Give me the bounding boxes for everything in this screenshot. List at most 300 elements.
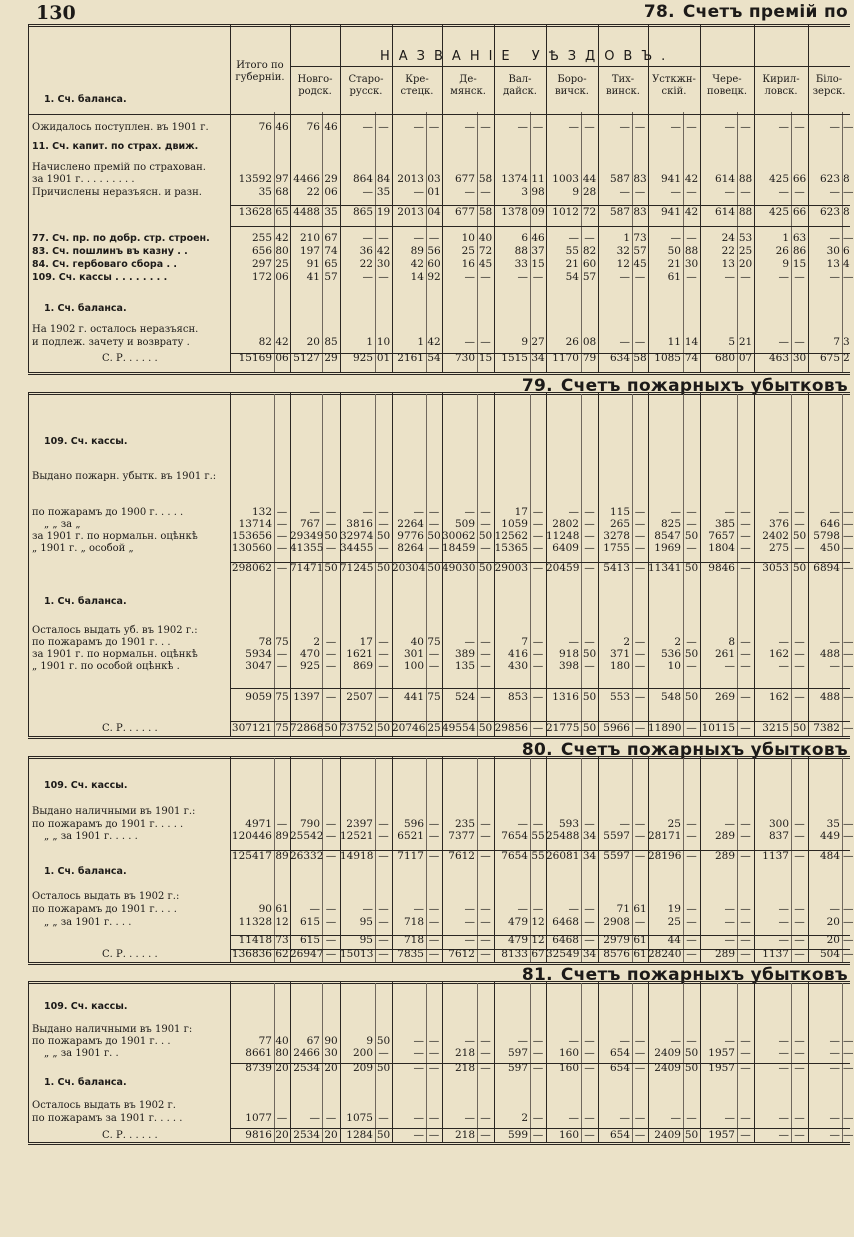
rouble-value: 593 [558,818,579,830]
kopeck-value: — [532,691,544,703]
kopeck-value: — [325,818,337,830]
kopeck-value: — [325,903,337,915]
kopeck-value: — [686,948,697,960]
kopeck-value: 50 [376,562,391,574]
rouble-value: — [362,271,373,283]
rouble-value: 40 [410,636,424,648]
rouble-value: 2 [623,636,630,648]
row-label: На 1902 г. осталось неразъясн. [32,324,199,335]
kopeck-value: 75 [275,722,289,734]
rouble-value: — [413,186,424,198]
rouble-value: 11341 [648,562,682,574]
rouble-value: 8661 [245,1047,272,1059]
kopeck-value: — [532,818,544,830]
kopeck-value: — [843,648,854,660]
rouble-value: 925 [299,660,320,672]
kopeck-value: — [584,121,595,133]
kopeck-value: — [532,660,544,672]
kopeck-value: 50 [324,562,338,574]
kopeck-value: — [480,1129,491,1141]
rouble-value: 1969 [654,542,681,554]
rouble-value: — [413,506,424,518]
kopeck-value: — [686,121,697,133]
kopeck-value: — [794,1035,805,1047]
kopeck-value: 61 [633,948,647,960]
kopeck-value: — [428,1062,440,1074]
kopeck-value: — [480,1062,491,1074]
kopeck-value: — [480,818,491,830]
kopeck-value: 66 [792,173,807,185]
rouble-value: — [413,1047,424,1059]
rouble-value: — [778,660,789,672]
kopeck-value: — [584,934,595,946]
rouble-value: 5597 [603,830,630,842]
rouble-value: 596 [403,818,424,830]
kopeck-value: — [480,1035,491,1047]
rouble-value: 1085 [654,352,681,364]
kopeck-value: — [276,518,288,530]
rouble-value: 265 [609,518,630,530]
kopeck-value: — [634,336,646,348]
rouble-value: 599 [507,1129,528,1141]
rouble-value: 13714 [238,518,272,530]
kopeck-value: 90 [324,1035,338,1047]
rouble-value: — [464,934,475,946]
kopeck-value: — [794,636,805,648]
rouble-value: — [724,1035,735,1047]
kopeck-value: — [843,1035,854,1047]
rouble-value: — [619,186,630,198]
rouble-value: 76 [258,121,272,133]
rouble-value: 654 [609,1062,630,1074]
rouble-value: — [464,1112,475,1124]
kopeck-value: 58 [633,352,647,364]
kopeck-value: 74 [324,245,338,257]
kopeck-value: 27 [531,336,545,348]
rouble-value: 597 [507,1062,528,1074]
header-bottom-rule [28,114,850,115]
rouble-value: 470 [299,648,320,660]
kopeck-value: 88 [738,173,753,185]
rouble-value: 33 [514,258,528,270]
rouble-value: 20 [826,934,840,946]
rouble-value: 73752 [340,722,374,734]
kopeck-value: — [686,1035,697,1047]
kopeck-value: — [843,948,854,960]
rouble-value: 7612 [448,850,475,862]
kopeck-value: — [740,636,751,648]
rouble-value: 8547 [654,530,681,542]
kopeck-value: — [584,903,595,915]
rouble-value: 677 [454,206,475,218]
kopeck-value: — [686,542,697,554]
kopeck-value: — [584,562,595,574]
kopeck-value: — [428,850,440,862]
kopeck-value: — [686,916,697,928]
kopeck-value: — [276,648,288,660]
rouble-value: 2 [521,1112,528,1124]
section-number: 79. [521,376,553,396]
kopeck-value: — [584,542,595,554]
kopeck-value: — [843,186,854,198]
kopeck-value: 15 [531,258,545,270]
row-label: 1. Сч. баланса. [44,94,127,105]
kopeck-value: — [480,1112,491,1124]
rouble-value: — [829,121,840,133]
kopeck-value: 50 [427,562,441,574]
rouble-value: 100 [403,660,424,672]
kopeck-value: — [740,530,751,542]
section-number: 78. [643,2,675,22]
kopeck-value: — [843,518,854,530]
rouble-value: 2 [313,636,320,648]
kopeck-value: — [480,271,491,283]
rouble-value: 536 [660,648,681,660]
rouble-value: 2534 [293,1062,320,1074]
row-label: по пожарамъ до 1901 г. . . . . [32,819,184,830]
kopeck-value: 07 [738,352,753,364]
rouble-value: 22 [721,245,735,257]
rouble-value: 34455 [340,542,374,554]
rouble-value: 22 [359,258,373,270]
kopeck-value: — [378,948,389,960]
rouble-value: — [413,1112,424,1124]
kopeck-value: — [794,850,805,862]
row-label: и подлеж. зачету и возврату . [32,337,190,348]
rouble-value: — [568,506,579,518]
rouble-value: 125417 [231,850,272,862]
row-label: 109. Сч. кассы. [44,436,128,447]
rouble-value: 25542 [290,830,324,842]
kopeck-value: 65 [324,258,338,270]
kopeck-value: — [740,903,751,915]
rouble-value: 8133 [501,948,528,960]
rouble-value: 197 [299,245,320,257]
kopeck-value: 50 [582,691,597,703]
rouble-value: — [464,1035,475,1047]
kopeck-value: — [794,648,805,660]
column-header-bel: Біло-зерск. [812,74,846,97]
kopeck-value: 50 [684,691,699,703]
rouble-value: 11248 [546,530,580,542]
kopeck-value: 42 [275,336,289,348]
rouble-value: 2013 [397,206,424,218]
kopeck-value: 60 [582,258,597,270]
rouble-value: 77 [258,1035,272,1047]
rouble-value: 14918 [340,850,374,862]
rouble-value: 524 [454,691,475,703]
rouble-value: 22 [306,186,320,198]
rouble-value: 235 [454,818,475,830]
kopeck-value: 12 [531,916,545,928]
kopeck-value: — [843,506,854,518]
kopeck-value: — [740,1062,751,1074]
kopeck-value: — [378,121,389,133]
rouble-value: 17 [359,636,373,648]
rouble-value: 441 [403,691,424,703]
rouble-value: 82 [258,336,272,348]
kopeck-value: — [843,691,854,703]
rouble-value: — [778,506,789,518]
rouble-value: — [309,1112,320,1124]
kopeck-value: — [428,1047,440,1059]
rouble-value: — [778,1047,789,1059]
rouble-value: 36 [359,245,373,257]
kopeck-value: — [584,506,595,518]
kopeck-value: — [634,506,646,518]
kopeck-value: — [325,850,337,862]
kopeck-value: 72 [478,245,493,257]
rouble-value: 50 [667,245,681,257]
rouble-value: 115 [609,506,630,518]
kopeck-value: 12 [275,916,289,928]
kopeck-value: 57 [633,245,647,257]
rouble-value: — [778,934,789,946]
rouble-value: 1374 [501,173,528,185]
rouble-value: — [517,818,528,830]
rouble-value: 1755 [603,542,630,554]
rouble-value: 72868 [290,722,324,734]
rouble-value: 5966 [603,722,630,734]
rouble-value: — [568,636,579,648]
kopeck-value: — [794,916,805,928]
kopeck-value: — [843,850,854,862]
rouble-value: 15169 [238,352,272,364]
kopeck-value: — [428,121,440,133]
rouble-value: 28171 [648,830,682,842]
rouble-value: — [829,506,840,518]
rouble-value: 9059 [245,691,272,703]
kopeck-value: — [480,1047,491,1059]
kopeck-value: 50 [376,530,391,542]
kopeck-value: — [740,506,751,518]
kopeck-value: 50 [792,530,807,542]
rouble-value: 29003 [494,562,528,574]
rouble-value: 2 [674,636,681,648]
kopeck-value: 83 [633,206,647,218]
kopeck-value: — [843,1047,854,1059]
rouble-value: 1059 [501,518,528,530]
kopeck-value: — [532,518,544,530]
rouble-value: 9 [572,186,579,198]
rouble-value: — [778,1035,789,1047]
column-header-novg: Новго-родск. [297,74,333,97]
kopeck-value: 50 [427,530,441,542]
rouble-value: 615 [299,934,320,946]
kopeck-value: — [584,530,595,542]
kopeck-value: — [686,818,697,830]
rouble-value: 44 [667,934,681,946]
kopeck-value: 50 [582,722,597,734]
kopeck-value: — [428,232,440,244]
kopeck-value: 3 [843,336,850,348]
rouble-value: 767 [299,518,320,530]
rouble-value: 488 [819,648,840,660]
rouble-value: 634 [609,352,630,364]
kopeck-value: 50 [684,648,699,660]
section-number: 80. [521,740,553,760]
kopeck-value: 72 [582,206,597,218]
kopeck-value: 40 [275,1035,289,1047]
rouble-value: 21775 [546,722,580,734]
rouble-value: 218 [454,1047,475,1059]
kopeck-value: — [634,916,646,928]
kopeck-value: 50 [376,722,391,734]
kopeck-value: — [378,830,389,842]
kopeck-value: 42 [427,336,441,348]
rouble-value: 7657 [708,530,735,542]
rouble-value: 654 [609,1129,630,1141]
rouble-value: 1137 [762,948,789,960]
column-header-bor: Боро-вичск. [555,74,589,97]
kopeck-value: — [740,648,751,660]
kopeck-value: — [480,850,491,862]
kopeck-value: 12 [531,934,545,946]
rouble-value: 2402 [762,530,789,542]
rouble-value: — [517,903,528,915]
rouble-value: 553 [609,691,630,703]
rouble-value: 12 [616,258,630,270]
kopeck-value: — [480,934,491,946]
rouble-value: 130560 [231,542,272,554]
row-label: Ожидалось поступлен. въ 1901 г. [32,122,209,133]
rouble-value: 7382 [813,722,840,734]
kopeck-value: 29 [324,173,338,185]
kopeck-value: 15 [792,258,807,270]
kopeck-value: 73 [633,232,647,244]
kopeck-value: — [686,903,697,915]
rouble-value: 416 [507,648,528,660]
kopeck-value: — [740,1035,751,1047]
kopeck-value: 62 [275,948,289,960]
kopeck-value: — [378,691,389,703]
section-bottom-rule [28,736,850,739]
kopeck-value: — [634,818,646,830]
rouble-value: 6894 [813,562,840,574]
rouble-value: 853 [507,691,528,703]
column-header-kir: Кирил-ловск. [762,74,800,97]
rouble-value: 11890 [648,722,682,734]
kopeck-value: 86 [792,245,807,257]
rouble-value: — [464,636,475,648]
rouble-value: — [724,186,735,198]
kopeck-value: 75 [427,636,441,648]
rouble-value: 1 [417,336,424,348]
rouble-value: 9 [521,336,528,348]
kopeck-value: — [740,934,751,946]
rouble-value: 1804 [708,542,735,554]
rouble-value: 9 [782,258,789,270]
rouble-value: 120446 [231,830,272,842]
kopeck-value: — [686,518,697,530]
rouble-value: — [778,186,789,198]
kopeck-value: — [740,850,751,862]
kopeck-value: — [276,542,288,554]
kopeck-value: — [740,818,751,830]
rouble-value: 5798 [813,530,840,542]
rouble-value: — [619,121,630,133]
kopeck-value: — [325,691,337,703]
rouble-value: — [778,121,789,133]
row-label: Выдано наличными въ 1901 г: [32,1024,193,1035]
rouble-value: 15013 [340,948,374,960]
rouble-value: 2409 [654,1047,681,1059]
rouble-value: 71 [616,903,630,915]
row-label: Начислено премій по страхован. [32,162,206,173]
rouble-value: 2397 [346,818,373,830]
row-label: 1. Сч. баланса. [44,596,127,607]
kopeck-value: — [843,903,854,915]
rouble-value: — [413,1129,424,1141]
rouble-value: 95 [359,934,373,946]
kopeck-value: — [843,916,854,928]
rouble-value: — [778,1112,789,1124]
rouble-value: 307121 [231,722,272,734]
rouble-value: 162 [768,648,789,660]
rouble-value: 153656 [231,530,272,542]
rouble-value: 21 [667,258,681,270]
row-label: „ „ за 1901 г. . . . . [44,831,138,842]
row-label: по пожарамъ за 1901 г. . . . . [32,1113,183,1124]
rouble-value: 918 [558,648,579,660]
rouble-value: 41 [306,271,320,283]
rouble-value: 28240 [648,948,682,960]
kopeck-value: — [634,562,646,574]
kopeck-value: — [794,121,805,133]
kopeck-value: 54 [427,352,441,364]
rouble-value: 20459 [546,562,580,574]
section-bottom-rule [28,372,850,375]
kopeck-value: — [843,271,854,283]
rouble-value: 54 [565,271,579,283]
rouble-value: — [517,1035,528,1047]
kopeck-value: 55 [531,850,545,862]
kopeck-value: — [686,186,697,198]
rouble-value: 449 [819,830,840,842]
row-label: „ „ за 1901 г. . . . [44,917,132,928]
kopeck-value: 67 [324,232,338,244]
kopeck-value: — [584,636,595,648]
row-label: за 1901 г. . . . . . . . . [32,174,135,185]
kopeck-value: 89 [275,830,289,842]
kopeck-value: 50 [324,530,338,542]
kopeck-value: 34 [582,850,597,862]
kopeck-value: 56 [427,245,441,257]
kopeck-value: 6 [843,245,850,257]
rouble-value: 1 [623,232,630,244]
kopeck-value: — [794,660,805,672]
rouble-value: — [517,271,528,283]
rouble-value: 289 [714,948,735,960]
kopeck-value: — [428,948,440,960]
rouble-value: — [413,903,424,915]
kopeck-value: — [794,506,805,518]
kopeck-value: 44 [582,173,597,185]
kopeck-value: 50 [478,562,493,574]
kopeck-value: — [794,948,805,960]
section-title-text: Счетъ пожарныхъ убытковъ [560,965,848,985]
section-title-text: Счетъ премій по [682,2,848,22]
kopeck-value: — [532,1129,544,1141]
kopeck-value: — [532,903,544,915]
rouble-value: 925 [352,352,373,364]
rouble-value: 718 [403,934,424,946]
rouble-value: 7654 [501,830,528,842]
rouble-value: 10115 [701,722,735,734]
rouble-value: 67 [306,1035,320,1047]
column-header-itogo: Итого по губерніи. [235,60,285,83]
kopeck-value: — [634,271,646,283]
